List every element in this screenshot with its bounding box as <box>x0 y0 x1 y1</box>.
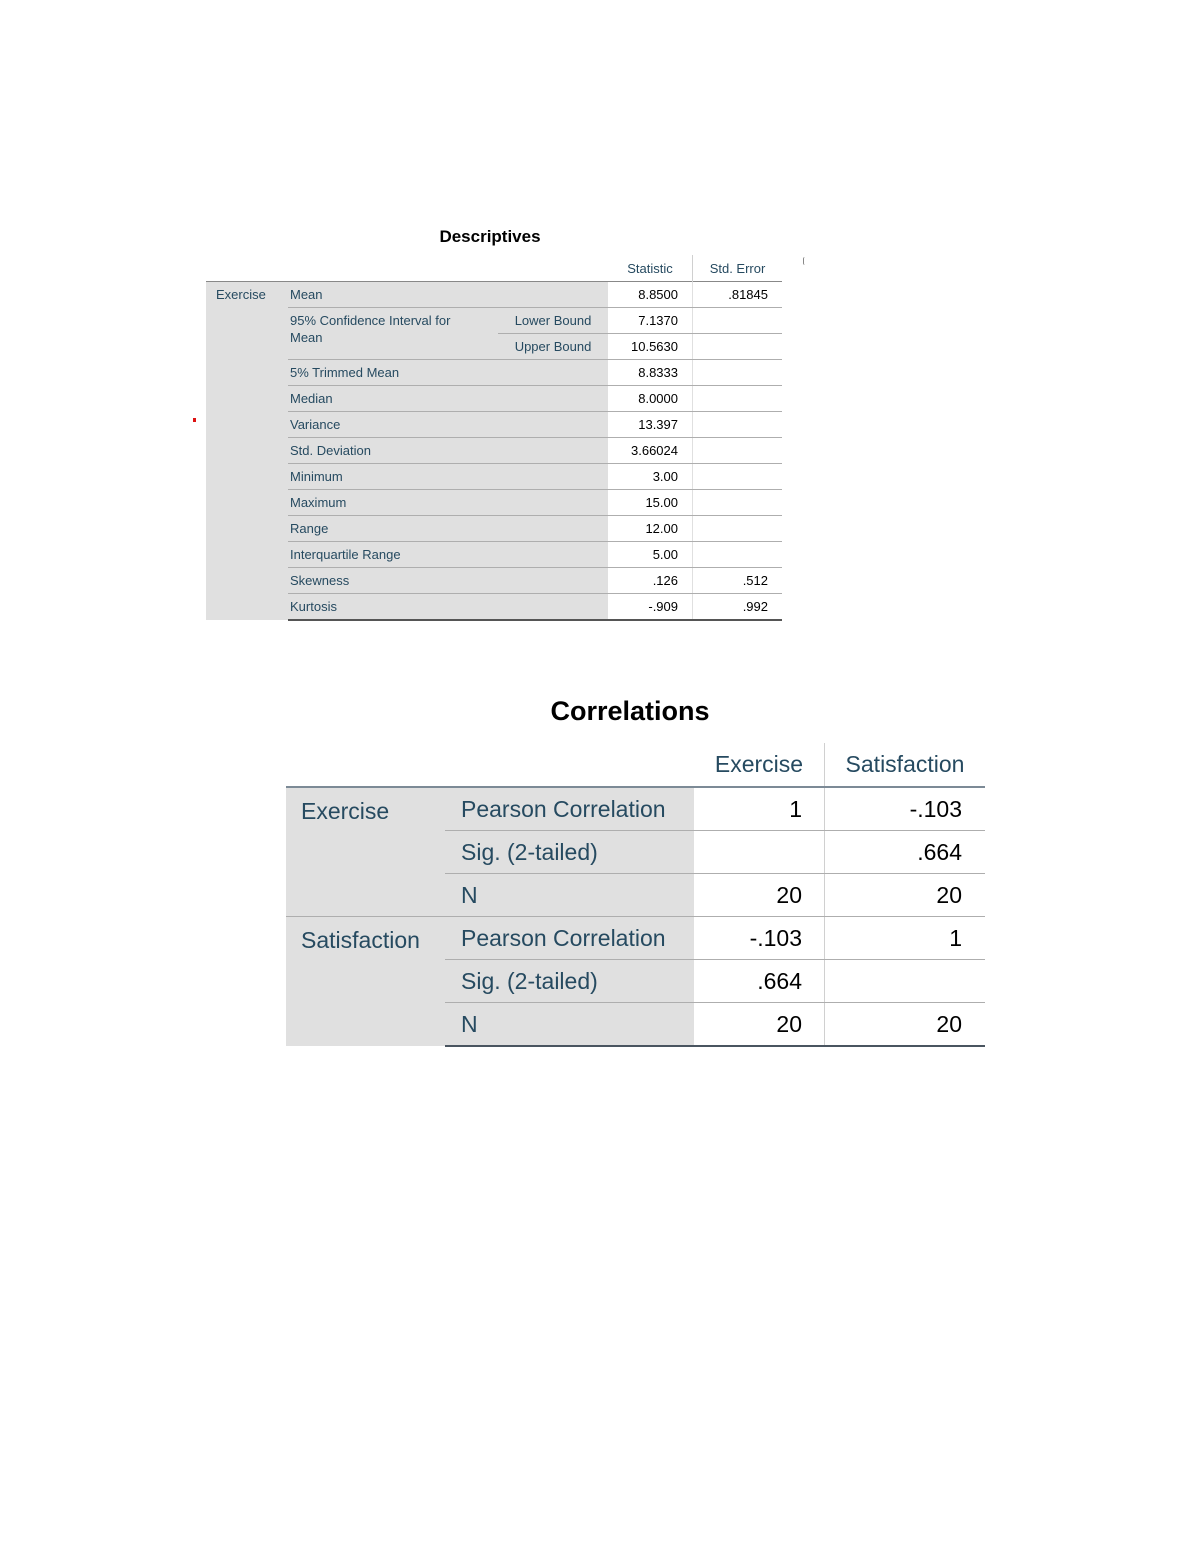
header-statistic: Statistic <box>627 260 673 276</box>
cell-value: 3.00 <box>608 464 693 490</box>
header-exercise: Exercise <box>714 751 804 777</box>
cell-value: 12.00 <box>608 516 693 542</box>
table-row <box>206 516 782 542</box>
row-label: Median <box>288 386 608 412</box>
descriptives-title: Descriptives <box>439 227 541 246</box>
cell-value: 8.8333 <box>608 360 693 386</box>
table-row <box>206 308 782 334</box>
cell-value <box>693 308 783 334</box>
descriptives-table <box>206 255 782 621</box>
row-label: Mean <box>288 282 608 308</box>
row-label: Variance <box>288 412 608 438</box>
table-row <box>206 386 782 412</box>
sub-label: Lower Bound <box>498 308 608 334</box>
descriptives-header-row <box>206 255 782 282</box>
table-row <box>206 282 782 308</box>
cell-value: 10.5630 <box>608 334 693 360</box>
row-label: N <box>445 1003 694 1047</box>
row-label: Maximum <box>288 490 608 516</box>
row-label: Sig. (2-tailed) <box>445 831 694 874</box>
cell-value <box>693 360 783 386</box>
cell-value: 13.397 <box>608 412 693 438</box>
cell-value: 3.66024 <box>608 438 693 464</box>
stray-mark <box>803 257 806 265</box>
group-label: Exercise <box>206 282 288 621</box>
cell-value: -.103 <box>825 787 986 831</box>
cell-value: 15.00 <box>608 490 693 516</box>
cell-value: 1 <box>825 917 986 960</box>
table-row <box>286 917 985 960</box>
cell-value: 20 <box>694 1003 825 1047</box>
cell-value <box>693 490 783 516</box>
cell-value: 8.8500 <box>608 282 693 308</box>
table-row <box>206 412 782 438</box>
row-label: Minimum <box>288 464 608 490</box>
cell-value: 20 <box>694 874 825 917</box>
cell-value: 20 <box>825 1003 986 1047</box>
cell-value: 7.1370 <box>608 308 693 334</box>
cell-value: .992 <box>693 594 783 621</box>
sub-label: Upper Bound <box>498 334 608 360</box>
table-row <box>206 360 782 386</box>
header-satisfaction: Satisfaction <box>825 743 986 787</box>
row-label: N <box>445 874 694 917</box>
cell-value <box>693 516 783 542</box>
header-std-error: Std. Error <box>693 255 783 282</box>
cell-value <box>693 412 783 438</box>
row-label: Interquartile Range <box>288 542 608 568</box>
cell-value <box>693 334 783 360</box>
row-label: Pearson Correlation <box>445 917 694 960</box>
cell-value: 1 <box>694 787 825 831</box>
row-label: Skewness <box>288 568 608 594</box>
cell-value <box>693 386 783 412</box>
table-row <box>206 490 782 516</box>
ci-label-text: 95% Confidence Interval for Mean <box>290 313 451 345</box>
cell-value: .664 <box>825 831 986 874</box>
row-label: Range <box>288 516 608 542</box>
cell-value: 5.00 <box>608 542 693 568</box>
header-blank <box>286 743 694 787</box>
cell-value <box>693 438 783 464</box>
table-row <box>286 787 985 831</box>
cell-value: -.103 <box>694 917 825 960</box>
header-blank <box>206 255 608 282</box>
cell-value <box>694 831 825 874</box>
row-label: Sig. (2-tailed) <box>445 960 694 1003</box>
cell-value: .126 <box>608 568 693 594</box>
cell-value <box>693 542 783 568</box>
correlations-header-row <box>286 743 985 787</box>
cell-value: .81845 <box>693 282 783 308</box>
cell-value: .512 <box>693 568 783 594</box>
row-label: Kurtosis <box>288 594 608 621</box>
group-label: Exercise <box>286 787 445 917</box>
correlations-title: Correlations <box>550 696 710 726</box>
cell-value: -.909 <box>608 594 693 621</box>
table-row <box>206 594 782 621</box>
group-label: Satisfaction <box>286 917 445 1047</box>
table-row <box>206 438 782 464</box>
cell-value: 8.0000 <box>608 386 693 412</box>
row-label: Pearson Correlation <box>445 787 694 831</box>
cell-value <box>693 464 783 490</box>
cell-value <box>825 960 986 1003</box>
table-row <box>206 568 782 594</box>
table-row <box>206 464 782 490</box>
cell-value: .664 <box>694 960 825 1003</box>
correlations-table <box>286 743 985 1047</box>
row-label: Std. Deviation <box>288 438 608 464</box>
row-label: 5% Trimmed Mean <box>288 360 608 386</box>
red-marker <box>193 418 196 422</box>
row-label <box>288 308 498 360</box>
cell-value: 20 <box>825 874 986 917</box>
table-row <box>206 542 782 568</box>
